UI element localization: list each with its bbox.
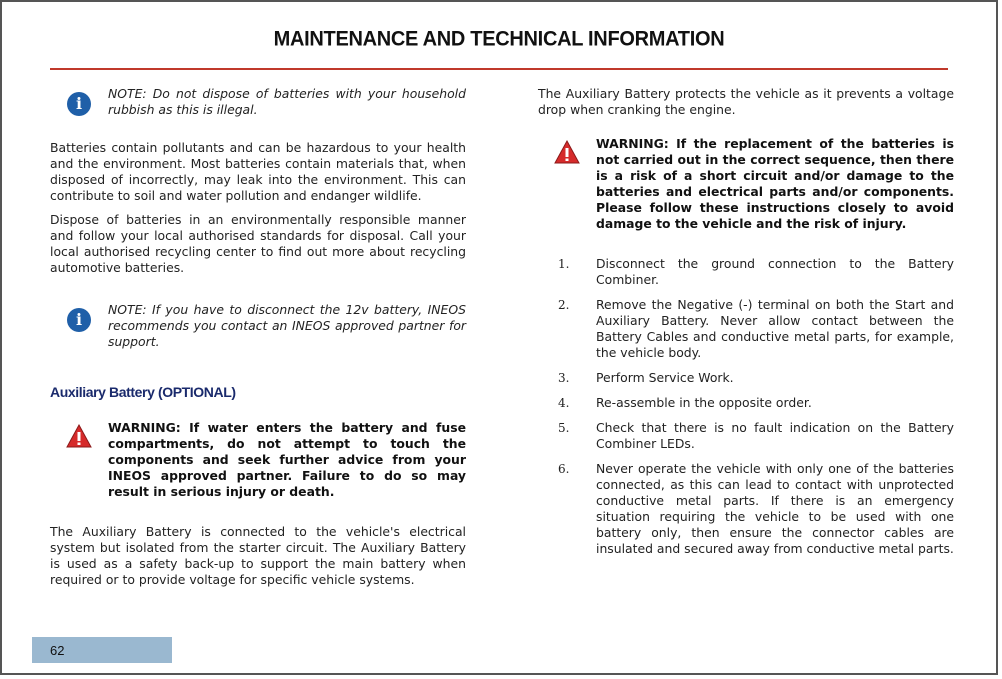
step-text: Perform Service Work. [596, 370, 734, 385]
step-item [538, 297, 954, 361]
step-item [538, 370, 954, 386]
page-number: 62 [32, 637, 172, 663]
info-icon: i [67, 308, 91, 332]
step-text: Disconnect the ground connection to the Battery Combiner. [596, 256, 954, 287]
warning-text: WARNING: If the replacement of the batteries is not carried out in the correct sequence, then there is a risk of a short circuit and/or damage to the batteries and electrical parts and/or components. Please follow these instructions closely to avoid damage to the vehicle and the risk of injury. [596, 136, 954, 231]
title-rule [50, 68, 948, 70]
step-text: Remove the Negative (-) terminal on both the Start and Auxiliary Battery. Never allow contact between the Battery Cables and conductive metal parts, for example, the vehicle body. [596, 297, 954, 360]
paragraph-auxiliary: The Auxiliary Battery is connected to the vehicle's electrical system but isolated from the starter circuit. The Auxiliary Battery is used as a safety back-up to support the main battery when required or to provide voltage for specific vehicle systems. [50, 524, 466, 587]
info-icon: i [67, 92, 91, 116]
paragraph-intro: The Auxiliary Battery protects the vehicle as it prevents a voltage drop when cranking the engine. [538, 86, 954, 117]
paragraph-pollutants: Batteries contain pollutants and can be hazardous to your health and the environment. Most batteries contain materials that, when disposed of incorrectly, may leak into the environment. This can contribute to soil and water pollution and endanger wildlife. [50, 140, 466, 203]
step-item [538, 256, 954, 288]
step-text: Re-assemble in the opposite order. [596, 395, 812, 410]
step-item [538, 420, 954, 452]
step-text: Never operate the vehicle with only one of the batteries connected, as this can lead to contact with unprotected conductive metal parts. If there is an emergency situation requiring the vehicle to be used with one battery only, then ensure the connector cables are insulated and secured away from conductive metal parts. [596, 461, 954, 556]
steps-list [538, 256, 954, 557]
step-number: 6. [558, 462, 570, 476]
note-disconnect [50, 302, 466, 350]
note-text: NOTE: Do not dispose of batteries with your household rubbish as this is illegal. [108, 86, 466, 117]
right-column [538, 86, 954, 566]
warning-triangle-icon [66, 424, 92, 448]
left-column [50, 86, 466, 588]
note-text: NOTE: If you have to disconnect the 12v battery, INEOS recommends you contact an INEOS approved partner for support. [108, 302, 466, 349]
warning-triangle-icon [554, 140, 580, 164]
warning-water [50, 420, 466, 500]
step-item [538, 461, 954, 557]
section-heading: Auxiliary Battery (OPTIONAL) [50, 384, 236, 400]
page-title: MAINTENANCE AND TECHNICAL INFORMATION [273, 27, 725, 51]
warning-replacement [538, 136, 954, 232]
step-number: 1. [558, 257, 570, 271]
step-number: 2. [558, 298, 570, 312]
note-disposal [50, 86, 466, 118]
warning-text: WARNING: If water enters the battery and fuse compartments, do not attempt to touch the components and seek further advice from your INEOS approved partner. Failure to do so may result in serious injury or death. [108, 420, 466, 499]
step-item [538, 395, 954, 411]
paragraph-dispose: Dispose of batteries in an environmentally responsible manner and follow your local authorised standards for disposal. Call your local authorised recycling center to find out more about recycling automotive batteries. [50, 212, 466, 275]
step-number: 4. [558, 396, 570, 410]
step-text: Check that there is no fault indication on the Battery Combiner LEDs. [596, 420, 954, 451]
step-number: 5. [558, 421, 570, 435]
step-number: 3. [558, 371, 570, 385]
